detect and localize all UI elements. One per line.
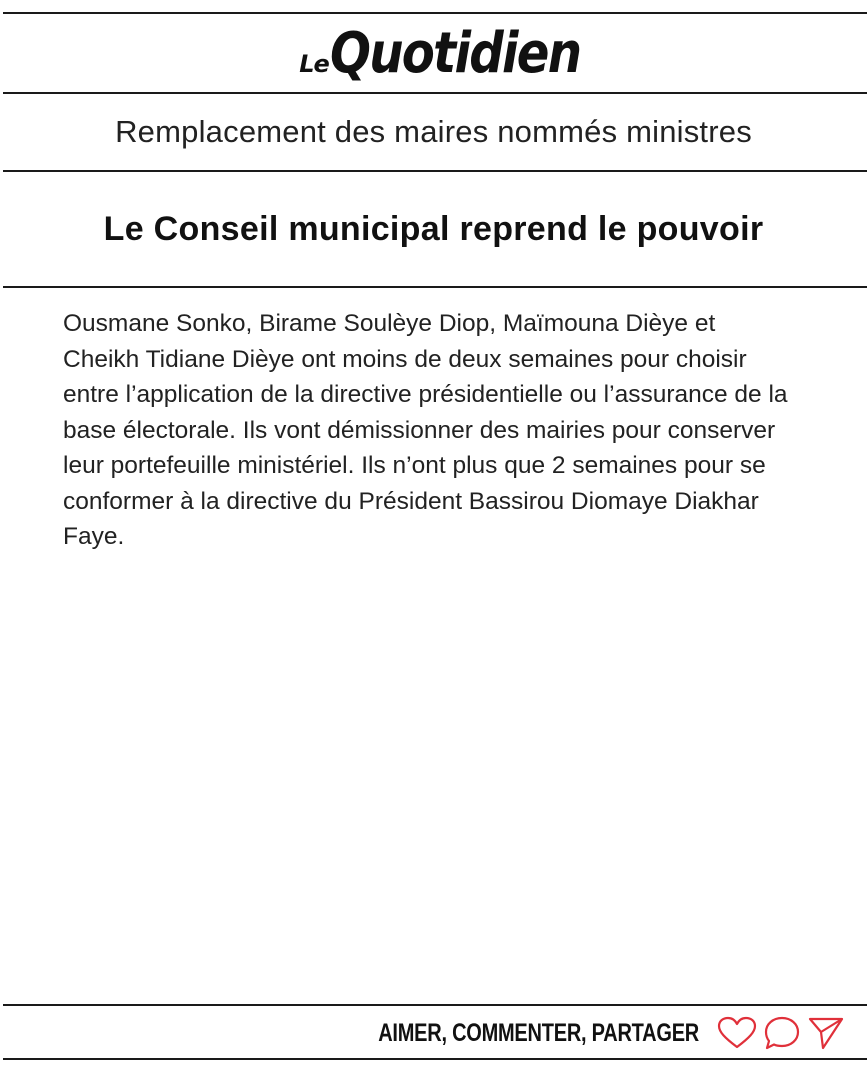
headline-rule [3,286,867,288]
article-kicker: Remplacement des maires nommés ministres [115,114,752,149]
cta-text: AIMER, COMMENTER, PARTAGER [378,1018,699,1047]
masthead [0,14,867,92]
article-body: Ousmane Sonko, Birame Soulèye Diop, Maïmouna Dièye et Cheikh Tidiane Dièye ont moins de deux semaines pour choisir entre l’application de la directive présidentielle ou l’assurance de la base électorale. Ils vont démissionner des mairies pour conserver leur portefeuille ministériel. Ils n’ont plus que 2 semaines pour se conformer à la directive du Président Bassirou Diomaye Diakhar Faye. [63,310,788,550]
article-headline: Le Conseil municipal reprend le pouvoir [103,209,764,248]
logo-prefix: Le [299,49,329,78]
footer-bar [0,1006,867,1060]
logo-name: Quotidien [329,20,581,86]
share-icon[interactable] [807,1015,845,1051]
footer-bottom-rule [3,1058,867,1060]
heart-icon[interactable] [717,1016,757,1050]
comment-icon[interactable] [763,1015,801,1051]
logo [299,20,581,86]
